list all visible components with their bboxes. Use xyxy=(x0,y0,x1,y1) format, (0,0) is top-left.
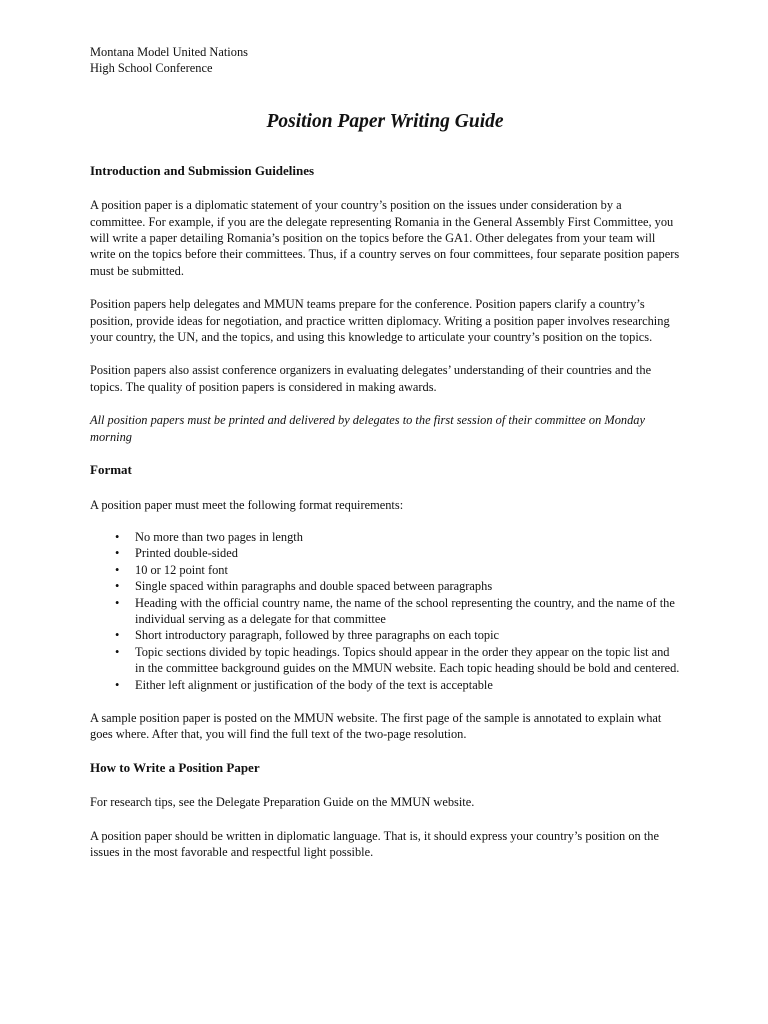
list-item-text: Single spaced within paragraphs and double spaced between paragraphs xyxy=(135,579,493,594)
list-item-text: Heading with the official country name, the name of the school representing the country, and the name of the individual serving as a delegate for that committee xyxy=(135,595,675,626)
list-item-text: No more than two pages in length xyxy=(135,529,303,544)
bullet-icon: • xyxy=(115,595,120,610)
list-item xyxy=(90,529,680,545)
howto-paragraph-1: For research tips, see the Delegate Preparation Guide on the MMUN website. xyxy=(90,795,475,810)
bullet-icon: • xyxy=(115,529,120,544)
bullet-icon: • xyxy=(115,644,120,659)
org-name: Montana Model United Nations xyxy=(90,45,248,59)
format-requirements-list xyxy=(90,529,680,693)
list-item-text: Topic sections divided by topic headings. Topics should appear in the order they appear on the topic list and in the committee background guides on the MMUN website. Each topic heading should be bold and centered. xyxy=(135,644,680,676)
bullet-icon: • xyxy=(115,628,120,643)
bullet-icon: • xyxy=(115,546,120,561)
sample-paper-paragraph: A sample position paper is posted on the MMUN website. The first page of the sample is annotated to explain what goes where. After that, you will find the full text of the two-page resolution. xyxy=(90,710,662,742)
list-item xyxy=(90,545,680,561)
document-page xyxy=(90,44,680,860)
format-heading: Format xyxy=(90,462,132,478)
list-item xyxy=(90,644,680,677)
bullet-icon: • xyxy=(115,579,120,594)
conference-name: High School Conference xyxy=(90,61,213,76)
howto-paragraph-2: A position paper should be written in diplomatic language. That is, it should express your country’s position on the issues in the most favorable and respectful light possible. xyxy=(90,828,659,859)
list-item xyxy=(90,595,680,628)
list-item xyxy=(90,562,680,578)
intro-heading: Introduction and Submission Guidelines xyxy=(90,162,315,178)
intro-paragraph-3: Position papers also assist conference organizers in evaluating delegates’ understanding of their countries and the topics. The quality of position papers is considered in making awards. xyxy=(90,363,652,394)
bullet-icon: • xyxy=(115,677,120,692)
list-item-text: Printed double-sided xyxy=(135,546,238,561)
format-lead: A position paper must meet the following format requirements: xyxy=(90,497,404,512)
bullet-icon: • xyxy=(115,562,120,577)
howto-heading: How to Write a Position Paper xyxy=(90,759,260,775)
intro-paragraph-1: A position paper is a diplomatic statement of your country’s position on the issues under consideration by a committee. For example, if you are the delegate representing Romania in the General Assembly First Committee, you will write a paper detailing Romania’s position on the topics before the GA1. Other delegates from your team will write on the topics before their committees. Thus, if a country serves on four committees, four separate position papers must be submitted. xyxy=(90,198,680,278)
list-item-text: Short introductory paragraph, followed by three paragraphs on each topic xyxy=(135,628,500,643)
list-item xyxy=(90,627,680,643)
intro-paragraph-2: Position papers help delegates and MMUN teams prepare for the conference. Position papers clarify a country’s position, provide ideas for negotiation, and practice written diplomacy. Writing a position paper involves researching your country, the UN, and the topics, and using this knowledge to articulate your country’s position on the topics. xyxy=(90,297,670,345)
list-item xyxy=(90,677,680,693)
submission-note: All position papers must be printed and delivered by delegates to the first session of their committee on Monday morning xyxy=(90,413,645,444)
list-item-text: Either left alignment or justification of the body of the text is acceptable xyxy=(135,677,493,692)
document-title: Position Paper Writing Guide xyxy=(266,110,504,132)
list-item-text: 10 or 12 point font xyxy=(135,562,228,577)
list-item xyxy=(90,578,680,594)
